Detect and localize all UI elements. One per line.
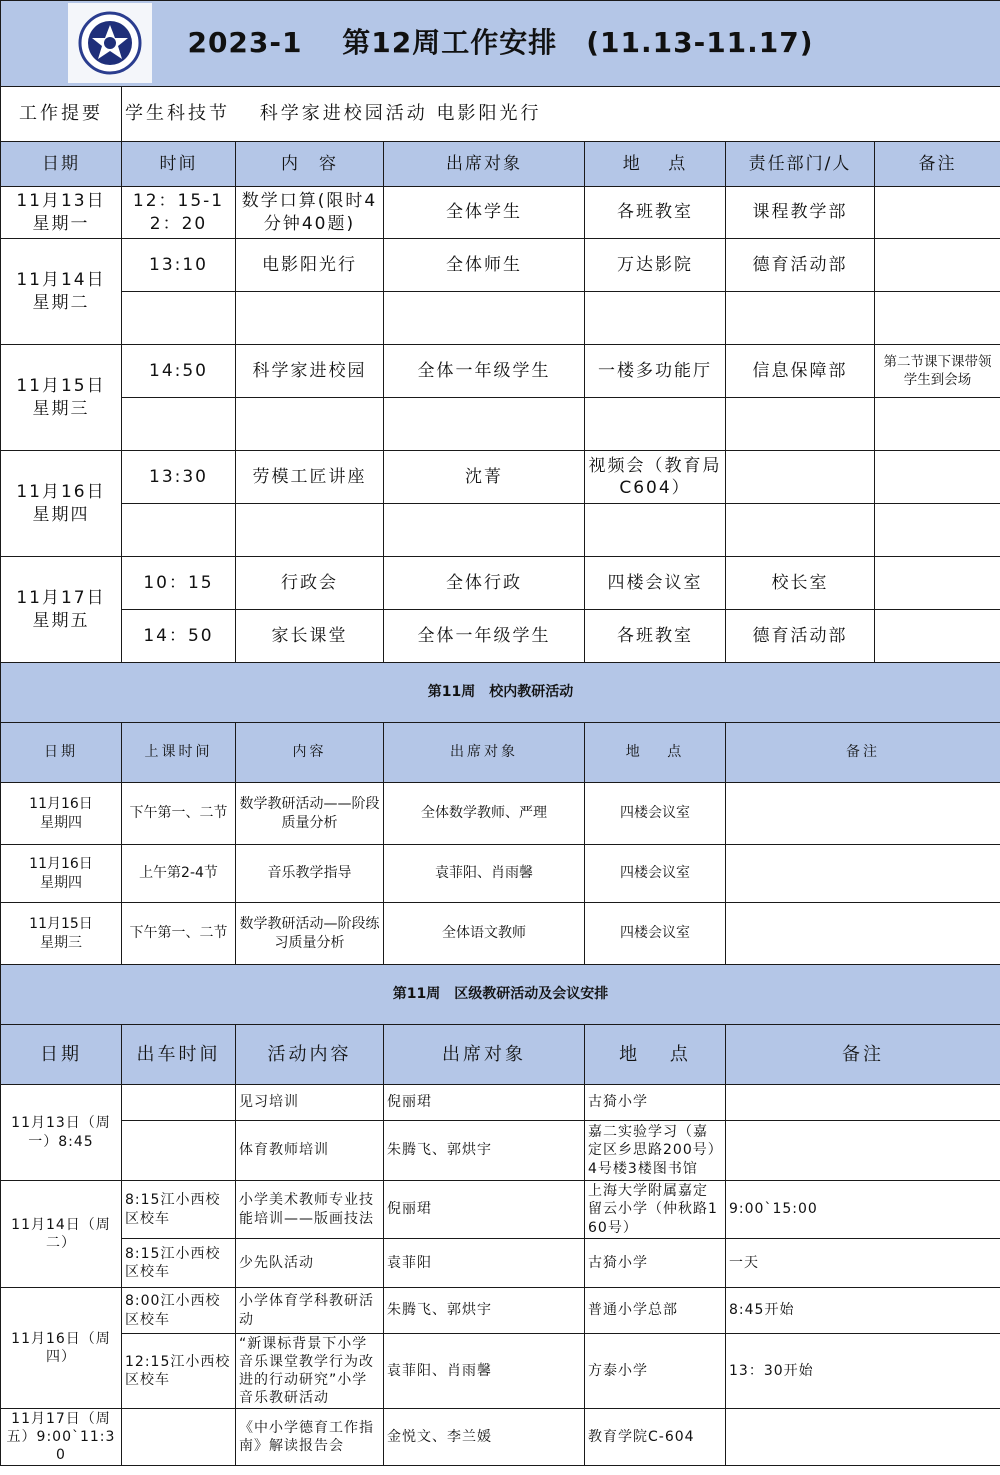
week-header-cell: 日期 bbox=[1, 142, 122, 187]
place-cell: 各班教室 bbox=[585, 610, 726, 663]
attendees-cell bbox=[384, 292, 585, 345]
week-row bbox=[1, 239, 1000, 292]
attendees-cell: 全体行政 bbox=[384, 557, 585, 610]
date-cell: 11月15日 星期三 bbox=[1, 345, 122, 451]
content-cell: 数学口算(限时4分钟40题) bbox=[236, 187, 384, 239]
time-cell: 14：50 bbox=[122, 610, 236, 663]
time-cell: 13:10 bbox=[122, 239, 236, 292]
note-cell bbox=[726, 1409, 1000, 1466]
time-cell: 14:50 bbox=[122, 345, 236, 398]
attendees-cell: 全体一年级学生 bbox=[384, 345, 585, 398]
school-section-title: 第11周 校内教研活动 bbox=[1, 663, 1000, 723]
week-row bbox=[1, 187, 1000, 239]
school-header-cell: 地 点 bbox=[585, 723, 726, 783]
note-cell bbox=[875, 504, 1000, 557]
bus-time-cell: 8:15江小西校区校车 bbox=[122, 1181, 236, 1239]
time-cell bbox=[122, 398, 236, 451]
bus-time-cell: 12:15江小西校区校车 bbox=[122, 1334, 236, 1409]
content-cell: 小学美术教师专业技能培训——版画技法 bbox=[236, 1181, 384, 1239]
attendees-cell: 倪丽珺 bbox=[384, 1085, 585, 1121]
place-cell: 教育学院C-604 bbox=[585, 1409, 726, 1466]
week-row bbox=[1, 451, 1000, 504]
attendees-cell: 全体语文教师 bbox=[384, 903, 585, 965]
date-cell: 11月16日（周四） bbox=[1, 1288, 122, 1409]
district-row bbox=[1, 1239, 1000, 1288]
place-cell bbox=[585, 504, 726, 557]
place-cell: 方泰小学 bbox=[585, 1334, 726, 1409]
dept-cell: 课程教学部 bbox=[726, 187, 875, 239]
place-cell: 古猗小学 bbox=[585, 1239, 726, 1288]
school-section-title-row bbox=[1, 663, 1000, 723]
school-header-row bbox=[1, 723, 1000, 783]
week-row bbox=[1, 398, 1000, 451]
date-cell: 11月13日（周一）8:45 bbox=[1, 1085, 122, 1181]
week-header-cell: 地 点 bbox=[585, 142, 726, 187]
district-header-row bbox=[1, 1025, 1000, 1085]
content-cell: 音乐教学指导 bbox=[236, 845, 384, 903]
district-header-cell: 活动内容 bbox=[236, 1025, 384, 1085]
content-cell: 见习培训 bbox=[236, 1085, 384, 1121]
district-header-cell: 地 点 bbox=[585, 1025, 726, 1085]
content-cell: 体育教师培训 bbox=[236, 1121, 384, 1181]
content-cell: 少先队活动 bbox=[236, 1239, 384, 1288]
place-cell bbox=[585, 398, 726, 451]
district-row bbox=[1, 1288, 1000, 1334]
time-cell bbox=[122, 292, 236, 345]
date-cell: 11月14日（周二） bbox=[1, 1181, 122, 1288]
time-cell: 下午第一、二节 bbox=[122, 903, 236, 965]
attendees-cell: 袁菲阳、肖雨馨 bbox=[384, 1334, 585, 1409]
district-row bbox=[1, 1121, 1000, 1181]
place-cell: 四楼会议室 bbox=[585, 845, 726, 903]
time-cell: 下午第一、二节 bbox=[122, 783, 236, 845]
note-cell bbox=[875, 239, 1000, 292]
school-row bbox=[1, 903, 1000, 965]
school-header-cell: 内容 bbox=[236, 723, 384, 783]
dept-cell bbox=[726, 292, 875, 345]
note-cell bbox=[875, 451, 1000, 504]
dept-cell: 校长室 bbox=[726, 557, 875, 610]
place-cell: 古猗小学 bbox=[585, 1085, 726, 1121]
date-cell: 11月16日 星期四 bbox=[1, 845, 122, 903]
school-header-cell: 出席对象 bbox=[384, 723, 585, 783]
date-cell: 11月14日 星期二 bbox=[1, 239, 122, 345]
week-header-cell: 内 容 bbox=[236, 142, 384, 187]
place-cell: 视频会（教育局C604） bbox=[585, 451, 726, 504]
district-header-cell: 日期 bbox=[1, 1025, 122, 1085]
week-header-cell: 时间 bbox=[122, 142, 236, 187]
district-header-cell: 出席对象 bbox=[384, 1025, 585, 1085]
place-cell: 万达影院 bbox=[585, 239, 726, 292]
attendees-cell: 全体师生 bbox=[384, 239, 585, 292]
place-cell: 各班教室 bbox=[585, 187, 726, 239]
content-cell: “新课标背景下小学音乐课堂教学行为改进的行动研究”小学音乐教研活动 bbox=[236, 1334, 384, 1409]
note-cell bbox=[875, 557, 1000, 610]
district-row bbox=[1, 1181, 1000, 1239]
note-cell: 第二节课下课带领学生到会场 bbox=[875, 345, 1000, 398]
content-cell bbox=[236, 504, 384, 557]
week-header-cell: 责任部门/人 bbox=[726, 142, 875, 187]
attendees-cell: 朱腾飞、郭烘宇 bbox=[384, 1288, 585, 1334]
week-header-cell: 备注 bbox=[875, 142, 1000, 187]
attendees-cell: 全体一年级学生 bbox=[384, 610, 585, 663]
date-cell: 11月15日 星期三 bbox=[1, 903, 122, 965]
note-cell bbox=[875, 292, 1000, 345]
note-cell: 8:45开始 bbox=[726, 1288, 1000, 1334]
time-cell bbox=[122, 504, 236, 557]
place-cell bbox=[585, 292, 726, 345]
note-cell bbox=[875, 398, 1000, 451]
attendees-cell: 袁菲阳、肖雨馨 bbox=[384, 845, 585, 903]
time-cell: 10：15 bbox=[122, 557, 236, 610]
dept-cell bbox=[726, 451, 875, 504]
place-cell: 嘉二实验学习（嘉定区乡思路200号）4号楼3楼图书馆 bbox=[585, 1121, 726, 1181]
date-cell: 11月16日 星期四 bbox=[1, 451, 122, 557]
content-cell: 数学教研活动—阶段练习质量分析 bbox=[236, 903, 384, 965]
content-cell: 小学体育学科教研活动 bbox=[236, 1288, 384, 1334]
district-row bbox=[1, 1409, 1000, 1466]
note-cell: 一天 bbox=[726, 1239, 1000, 1288]
week-header-cell: 出席对象 bbox=[384, 142, 585, 187]
time-cell: 12：15-12：20 bbox=[122, 187, 236, 239]
attendees-cell: 倪丽珺 bbox=[384, 1181, 585, 1239]
content-cell: 电影阳光行 bbox=[236, 239, 384, 292]
place-cell: 四楼会议室 bbox=[585, 903, 726, 965]
district-section-title: 第11周 区级教研活动及会议安排 bbox=[1, 965, 1000, 1025]
dept-cell bbox=[726, 398, 875, 451]
district-row bbox=[1, 1085, 1000, 1121]
content-cell: 科学家进校园 bbox=[236, 345, 384, 398]
date-cell: 11月17日（周五）9:00`11:30 bbox=[1, 1409, 122, 1466]
bus-time-cell bbox=[122, 1121, 236, 1181]
district-header-cell: 出车时间 bbox=[122, 1025, 236, 1085]
place-cell: 上海大学附属嘉定留云小学（仲秋路160号） bbox=[585, 1181, 726, 1239]
dept-cell: 德育活动部 bbox=[726, 610, 875, 663]
content-cell: 劳模工匠讲座 bbox=[236, 451, 384, 504]
date-cell: 11月13日 星期一 bbox=[1, 187, 122, 239]
attendees-cell: 沈菁 bbox=[384, 451, 585, 504]
content-cell: 家长课堂 bbox=[236, 610, 384, 663]
dept-cell bbox=[726, 504, 875, 557]
content-cell: 行政会 bbox=[236, 557, 384, 610]
title-row bbox=[1, 1, 1000, 87]
attendees-cell bbox=[384, 398, 585, 451]
district-section-title-row bbox=[1, 965, 1000, 1025]
school-row bbox=[1, 845, 1000, 903]
dept-cell: 信息保障部 bbox=[726, 345, 875, 398]
note-cell bbox=[726, 845, 1000, 903]
place-cell: 普通小学总部 bbox=[585, 1288, 726, 1334]
attendees-cell: 金悦文、李兰媛 bbox=[384, 1409, 585, 1466]
content-cell bbox=[236, 292, 384, 345]
place-cell: 四楼会议室 bbox=[585, 557, 726, 610]
school-header-cell: 备注 bbox=[726, 723, 1000, 783]
note-cell bbox=[726, 903, 1000, 965]
time-cell: 13:30 bbox=[122, 451, 236, 504]
week-row bbox=[1, 557, 1000, 610]
place-cell: 一楼多功能厅 bbox=[585, 345, 726, 398]
school-header-cell: 上课时间 bbox=[122, 723, 236, 783]
place-cell: 四楼会议室 bbox=[585, 783, 726, 845]
date-cell: 11月16日 星期四 bbox=[1, 783, 122, 845]
note-cell: 9:00`15:00 bbox=[726, 1181, 1000, 1239]
content-cell bbox=[236, 398, 384, 451]
attendees-cell: 全体学生 bbox=[384, 187, 585, 239]
summary-label: 工作提要 bbox=[1, 87, 122, 142]
attendees-cell: 袁菲阳 bbox=[384, 1239, 585, 1288]
note-cell bbox=[875, 610, 1000, 663]
attendees-cell: 全体数学教师、严理 bbox=[384, 783, 585, 845]
note-cell bbox=[726, 1121, 1000, 1181]
bus-time-cell: 8:15江小西校区校车 bbox=[122, 1239, 236, 1288]
school-header-cell: 日期 bbox=[1, 723, 122, 783]
content-cell: 《中小学德育工作指南》解读报告会 bbox=[236, 1409, 384, 1466]
attendees-cell bbox=[384, 504, 585, 557]
bus-time-cell bbox=[122, 1409, 236, 1466]
attendees-cell: 朱腾飞、郭烘宇 bbox=[384, 1121, 585, 1181]
summary-text: 学生科技节 科学家进校园活动 电影阳光行 bbox=[122, 87, 1000, 142]
school-row bbox=[1, 783, 1000, 845]
bus-time-cell: 8:00江小西校区校车 bbox=[122, 1288, 236, 1334]
note-cell bbox=[875, 187, 1000, 239]
time-cell: 上午第2-4节 bbox=[122, 845, 236, 903]
district-row bbox=[1, 1334, 1000, 1409]
week-row bbox=[1, 345, 1000, 398]
school-logo bbox=[68, 3, 152, 83]
note-cell bbox=[726, 1085, 1000, 1121]
note-cell bbox=[726, 783, 1000, 845]
week-row bbox=[1, 292, 1000, 345]
week-row bbox=[1, 610, 1000, 663]
week-header-row bbox=[1, 142, 1000, 187]
date-cell: 11月17日 星期五 bbox=[1, 557, 122, 663]
page-title: 2023-1 第12周工作安排 (11.13-11.17) bbox=[187, 26, 814, 60]
week-row bbox=[1, 504, 1000, 557]
note-cell: 13：30开始 bbox=[726, 1334, 1000, 1409]
bus-time-cell bbox=[122, 1085, 236, 1121]
district-header-cell: 备注 bbox=[726, 1025, 1000, 1085]
content-cell: 数学教研活动——阶段质量分析 bbox=[236, 783, 384, 845]
dept-cell: 德育活动部 bbox=[726, 239, 875, 292]
